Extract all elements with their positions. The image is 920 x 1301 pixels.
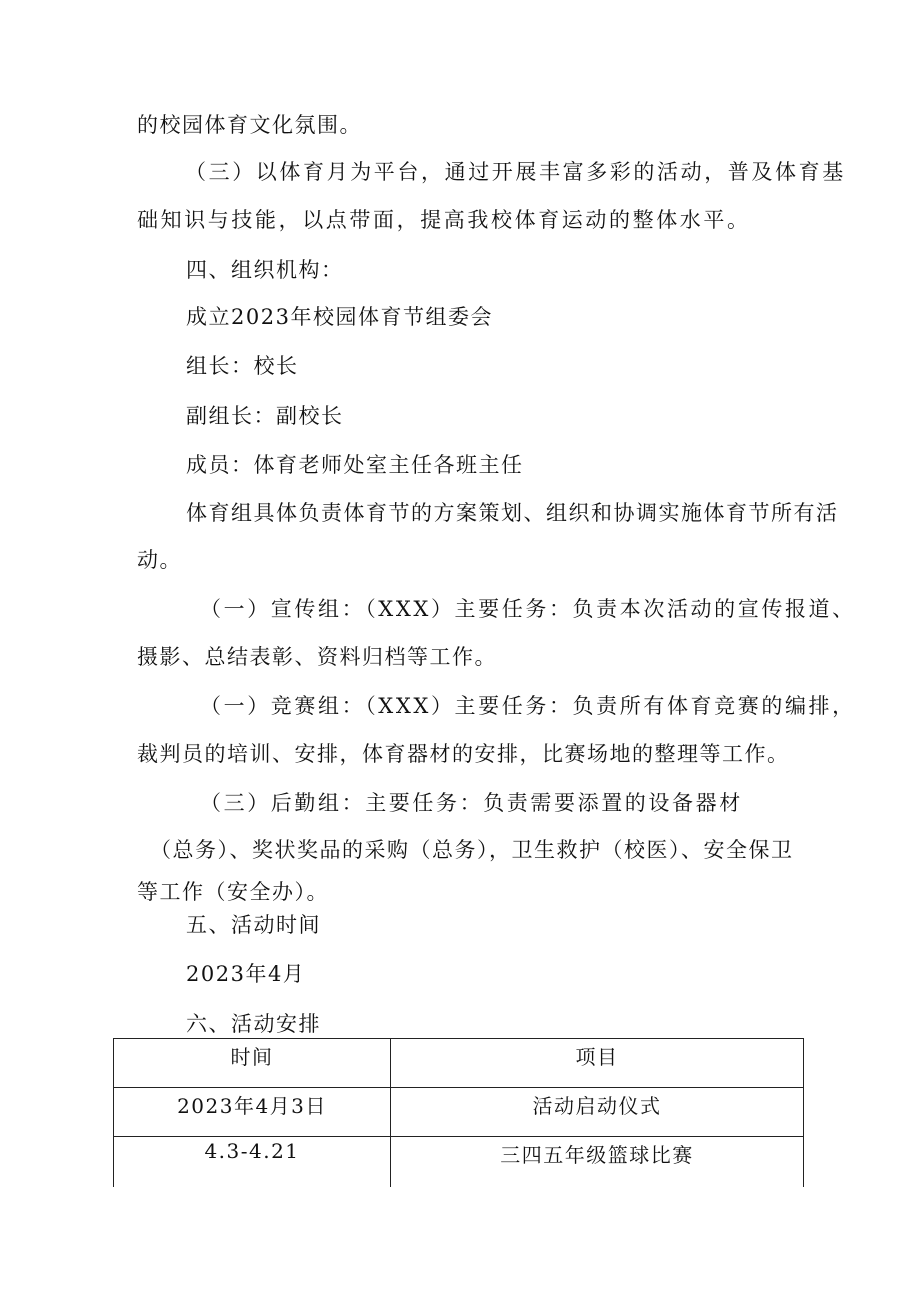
table-header-cell: 时间 xyxy=(114,1039,391,1088)
table-cell: 4.3-4.21 xyxy=(114,1137,391,1188)
table-header-cell: 项目 xyxy=(391,1039,804,1088)
table-row xyxy=(114,1137,804,1188)
section-heading: 四、组织机构： xyxy=(186,258,344,282)
paragraph-line: 组长：校长 xyxy=(186,354,299,378)
paragraph-line: （一）宣传组：（XXX）主要任务：负责本次活动的宣传报道、 xyxy=(200,597,856,621)
paragraph-line: 成员：体育老师处室主任各班主任 xyxy=(186,453,524,477)
paragraph-line: （总务）、奖状奖品的采购（总务），卫生救护（校医）、安全保卫 xyxy=(150,838,794,862)
paragraph-line: 副组长：副校长 xyxy=(186,404,344,428)
paragraph-line: 成立2023年校园体育节组委会 xyxy=(186,305,493,329)
paragraph-line: 础知识与技能，以点带面，提高我校体育运动的整体水平。 xyxy=(137,208,751,232)
table-cell: 三四五年级篮球比赛 xyxy=(391,1137,804,1188)
paragraph-line: （三）后勤组：主要任务：负责需要添置的设备器材 xyxy=(200,791,743,815)
table-cell: 2023年4月3日 xyxy=(114,1088,391,1137)
paragraph-line: 的校园体育文化氛围。 xyxy=(137,113,362,137)
section-heading: 六、活动安排 xyxy=(186,1012,321,1036)
table-header-row xyxy=(114,1039,804,1088)
paragraph-line: （三）以体育月为平台，通过开展丰富多彩的活动，普及体育基 xyxy=(185,160,846,184)
table-row xyxy=(114,1088,804,1137)
paragraph-line: 动。 xyxy=(137,548,182,572)
paragraph-line: 2023年4月 xyxy=(186,962,306,986)
paragraph-line: 体育组具体负责体育节的方案策划、组织和协调实施体育节所有活 xyxy=(186,501,839,525)
paragraph-line: 裁判员的培训、安排，体育器材的安排，比赛场地的整理等工作。 xyxy=(137,742,790,766)
paragraph-line: 摄影、总结表彰、资料归档等工作。 xyxy=(137,645,497,669)
section-heading: 五、活动时间 xyxy=(186,913,321,937)
schedule-table xyxy=(113,1038,804,1187)
table-cell: 活动启动仪式 xyxy=(391,1088,804,1137)
paragraph-line: （一）竞赛组：（XXX）主要任务：负责所有体育竞赛的编排， xyxy=(200,694,856,718)
paragraph-line: 等工作（安全办）。 xyxy=(137,880,329,904)
